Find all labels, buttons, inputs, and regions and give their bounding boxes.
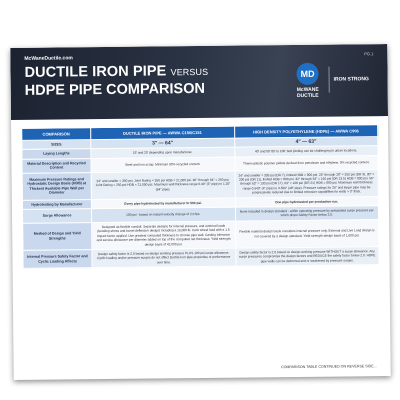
logo-text-1: McWANE [296, 86, 319, 93]
row-label: Internal Pressure Safety Factor and Cyclic Loading Affects [23, 250, 92, 269]
comparison-table [21, 124, 379, 269]
title-versus: VERSUS [170, 66, 209, 78]
row-label: Maximum Pressure Ratings and Hydrostatic Design Basis (HDB) at Thickest Available Pipe Wall per Diameter [22, 172, 91, 200]
hdpe-cell: One pipe hydrotested per production run. [235, 196, 379, 207]
brochure-page [10, 44, 390, 380]
ductile-cell: Design safety factor is 2.0 based on design working pressure PLUS 100 psi surge allowance. Cyclic loading and/or pressure surges do not affect Ductile Iron pipe properties or performance over time. [92, 248, 236, 268]
ductile-cell: 24" and smaller = 350 psi, Joint Rating = 350 psi HDB = 21,000 psi. 30" through 64" = 250 psi, Joint Rating = 250 psi HDB = 21,000 psi. Maximum wall thickness range 0.40" (3" pipe) to 1.20" (64" pipe). [91, 171, 235, 200]
ductile-cell: 18' and 20' depending upon manufacturer. [91, 148, 235, 159]
title-line-2: HDPE PIPE COMPARISON [24, 80, 205, 99]
hdpe-cell: Flexible material design basis considers internal pressure only. External and Live Load design is not covered by a design standard. Yield strength design basis of 1,600 psi. [235, 220, 379, 249]
table-row [23, 220, 379, 251]
page-number: PG.1 [364, 51, 374, 57]
row-label: Laying Lengths [22, 149, 91, 159]
hdpe-cell: Design safety factor is 2.0 based on design working pressure WITHOUT a surge allowance. Any surge pressures compromise the design factors and REDUCE the safety factor below 2.0. HDPE pipe walls can be deformed and or weakened by pressure surges. [235, 247, 379, 267]
row-label: Hydrotesting by Manufacturer [22, 199, 91, 209]
hdpe-cell: 40' and 50' 80' to 100' butt jointing can be challenging in urban locations. [234, 146, 378, 157]
header-comparison: COMPARISON [22, 128, 91, 141]
row-label: Method of Design and Yield Strengths [23, 223, 92, 251]
continued-note: COMPARISON TABLE CONTINUED ON REVERSE SIDE... [280, 364, 377, 370]
hdpe-cell: Thermoplastic polymer pellets derived from petroleum and ethylene. 0% recycled content. [234, 155, 378, 170]
header-ductile-name: DUCTILE IRON PIPE [122, 130, 162, 136]
slogan: IRON STRONG [333, 76, 369, 83]
row-label: Material Description and Recycled Content [22, 158, 91, 173]
header-hdpe-std: — AWWA C906 [330, 128, 359, 134]
row-label: Surge Allowance [22, 209, 91, 224]
ductile-cell: 100 psi - based on instant velocity change of 2.0 fps. [91, 207, 235, 222]
ductile-cell: Every pipe hydrotested by manufacturer to 500 psi. [91, 198, 235, 209]
brochure-header [10, 44, 388, 120]
hdpe-cell: 24" and smaller = 335 psi (DR 7), limited HDB = 800 psi. 26" through 28" = 250 psi (DR 9), 30" = 200 psi (DR 11), limited HDB = 800 psi. 32" through 54" = 160 psi (DR 13.5) HDB = 800 psi. 56" through 63" = 130 psi (DR 17), 63" = 100 psi (DR 21) HDB = 800 psi. Maximum wall thickness range 0.643" (4" pipe) to 3.556" (48" pipe). Pressure ratings for 26" and larger pipe may be progressively reduced due to limited extrusion capabilities for walls > 3" thick. [235, 169, 379, 198]
ductile-sizes: 3" — 64" [91, 138, 235, 149]
sizes-label: SIZES [22, 140, 91, 150]
website-url: McWaneDuctile.com [24, 55, 73, 62]
header-ductile-std: — AWWA C150/C151 [162, 129, 202, 136]
header-hdpe-name: HIGH DENSITY POLYETHYLENE (HDPE) [253, 128, 330, 135]
table-row [23, 247, 379, 269]
mcwane-logo-icon: MD [296, 63, 318, 85]
hdpe-sizes: 4" — 63" [234, 137, 378, 148]
title-line-1 [24, 63, 208, 81]
logo-divider [328, 67, 329, 93]
logo-text-2: DUCTILE [296, 92, 319, 99]
logo-wordmark [290, 87, 326, 99]
title-main: DUCTILE IRON PIPE [24, 63, 167, 81]
hdpe-cell: None included in design standard - within operating pressure by anticipated surge pressure per which drops Safety Factor below 2.0. [235, 206, 379, 221]
table-row [22, 169, 378, 200]
ductile-cell: Steel and iron scrap. Minimum 90% recycled content. [91, 157, 235, 172]
ductile-cell: Designed as flexible conduit. Separate designs for internal pressure, and external loads (bending stress and barrel deflection design) including a 16,000 lb. truck wheel load with a 1.5 impact factor applied. Use greatest computed thickness to choose pipe wall. Casting tolerance and service allowance per diameter added on top of the computed net thickness. Yield strength design basis of 42,000 psi. [92, 221, 236, 250]
